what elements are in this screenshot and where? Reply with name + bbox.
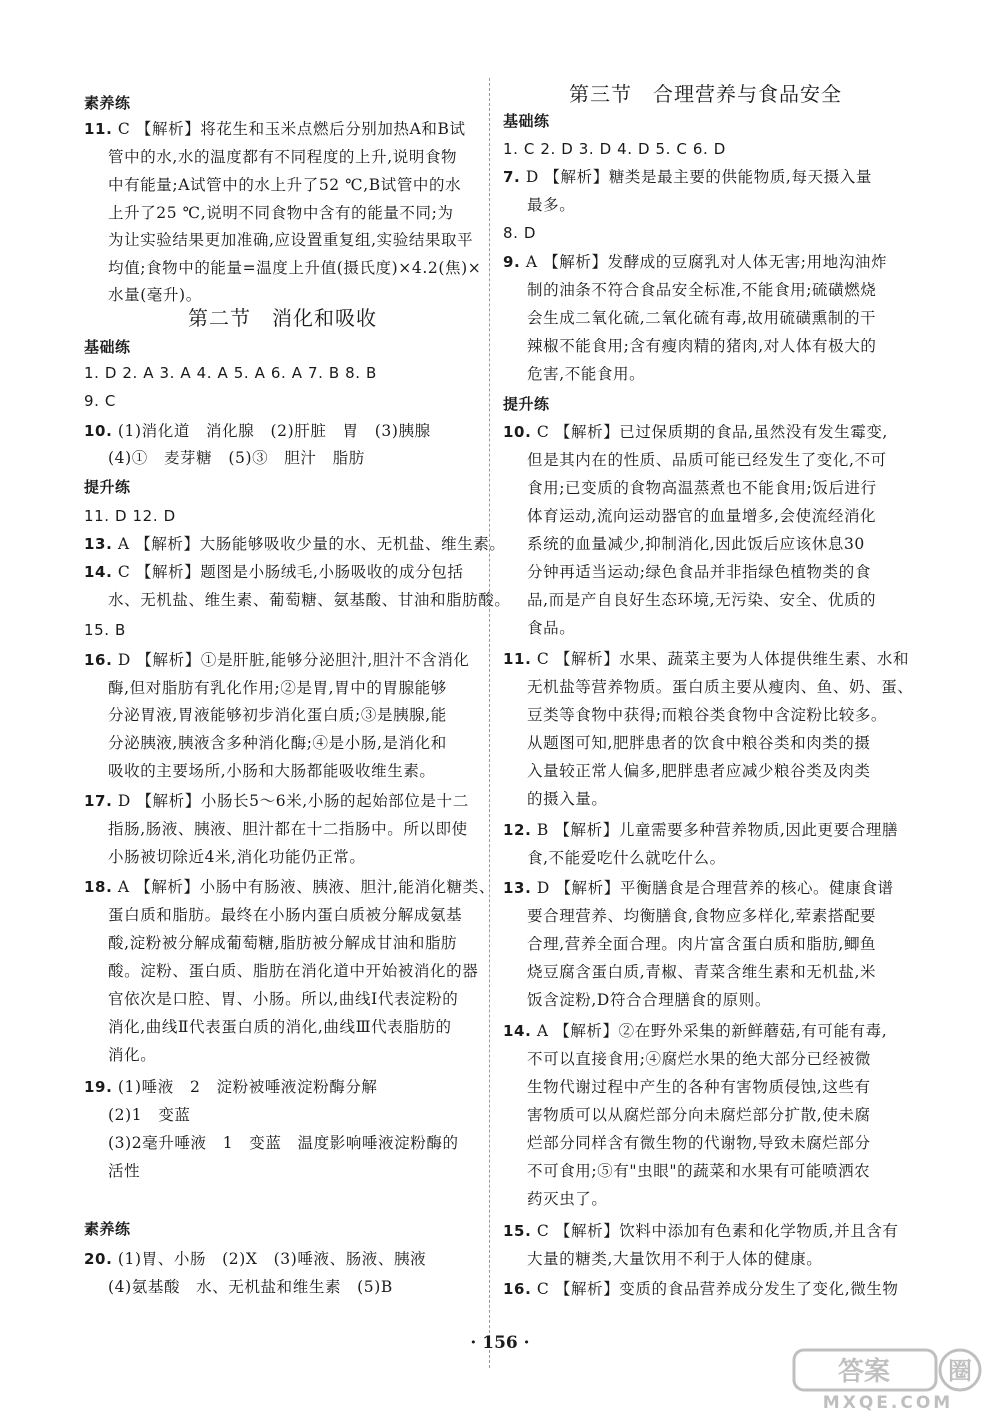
q-text: 分钟再适当运动;绿色食品并非指绿色植物类的食: [527, 563, 871, 581]
q-text: 活性: [108, 1162, 141, 1180]
q-text: 饭含淀粉,D符合合理膳食的原则。: [527, 991, 771, 1009]
q-text: (1)胃、小肠 (2)X (3)唾液、肠液、胰液: [117, 1250, 427, 1268]
q-text: 从题图可知,肥胖患者的饮食中粮谷类和肉类的摄: [527, 734, 871, 752]
q-text: 管中的水,水的温度都有不同程度的上升,说明食物: [108, 148, 458, 166]
q-number: 12.: [503, 821, 532, 839]
q-text: (1)唾液 2 淀粉被唾液淀粉酶分解: [117, 1078, 378, 1096]
section-head-basic: 基础练: [84, 338, 131, 356]
answer-line: 8. D: [503, 224, 537, 242]
q-text: 系统的血量减少,抑制消化,因此饭后应该休息30: [527, 535, 865, 553]
q-text: 要合理营养、均衡膳食,食物应多样化,荤素搭配要: [527, 907, 877, 925]
watermark-logo: [792, 1346, 990, 1412]
q-text: 均值;食物中的能量=温度上升值(摄氏度)×4.2(焦)×: [108, 259, 482, 277]
answer-line: 1. C 2. D 3. D 4. D 5. C 6. D: [503, 140, 726, 158]
q-text: C 【解析】题图是小肠绒毛,小肠吸收的成分包括: [117, 563, 464, 581]
q-text: 最多。: [527, 196, 576, 214]
q-text: C 【解析】变质的食品营养成分发生了变化,微生物: [536, 1280, 899, 1298]
q-text: C 【解析】将花生和玉米点燃后分别加热A和B试: [117, 120, 466, 138]
q-number: 11.: [503, 650, 532, 668]
q-number: 14.: [84, 563, 113, 581]
q-text: (1)消化道 消化腺 (2)肝脏 胃 (3)胰腺: [117, 422, 431, 440]
q-number: 13.: [84, 535, 113, 553]
svg-text:MXQE.COM: MXQE.COM: [822, 1393, 954, 1412]
q-text: 食品。: [527, 619, 576, 637]
q-number: 19.: [84, 1078, 113, 1096]
q-text: 消化。: [108, 1046, 157, 1064]
q-text: A 【解析】小肠中有肠液、胰液、胆汁,能消化糖类、: [117, 878, 495, 896]
q-number: 11.: [84, 120, 113, 138]
q-text: 为让实验结果更加准确,应设置重复组,实验结果取平: [108, 231, 474, 249]
q-text: 危害,不能食用。: [527, 365, 646, 383]
section-head-improve: 提升练: [84, 478, 131, 496]
svg-text:答案: 答案: [837, 1357, 891, 1387]
answer-line: 1. D 2. A 3. A 4. A 5. A 6. A 7. B 8. B: [84, 364, 377, 382]
q-number: 17.: [84, 792, 113, 810]
q-text: D 【解析】①是肝脏,能够分泌胆汁,胆汁不含消化: [117, 651, 470, 669]
q-text: 蛋白质和脂肪。最终在小肠内蛋白质被分解成氨基: [108, 906, 463, 924]
q-text: 但是其内在的性质、品质可能已经发生了变化,不可: [527, 451, 887, 469]
q-number: 10.: [84, 422, 113, 440]
q-text: (3)2毫升唾液 1 变蓝 温度影响唾液淀粉酶的: [108, 1134, 459, 1152]
q-text: D 【解析】糖类是最主要的供能物质,每天摄入量: [525, 168, 872, 186]
q-text: 辣椒不能食用;含有瘦肉精的猪肉,对人体有极大的: [527, 337, 877, 355]
q-text: 大量的糖类,大量饮用不利于人体的健康。: [527, 1250, 823, 1268]
q-text: 酶,但对脂肪有乳化作用;②是胃,胃中的胃腺能够: [108, 679, 447, 697]
q-number: 15.: [503, 1222, 532, 1240]
q-number: 16.: [503, 1280, 532, 1298]
q-text: C 【解析】已过保质期的食品,虽然没有发生霉变,: [536, 423, 888, 441]
q-text: 消化,曲线Ⅱ代表蛋白质的消化,曲线Ⅲ代表脂肪的: [108, 1018, 452, 1036]
q-text: 的摄入量。: [527, 790, 608, 808]
q-text: 食,不能爱吃什么就吃什么。: [527, 849, 726, 867]
answer-line: 9. C: [84, 392, 116, 410]
q-text: (4)氨基酸 水、无机盐和维生素 (5)B: [108, 1278, 393, 1296]
section-head-practice: 素养练: [84, 94, 131, 112]
q-text: 分泌胃液,胃液能够初步消化蛋白质;③是胰腺,能: [108, 706, 447, 724]
q-text: (2)1 变蓝: [108, 1106, 191, 1124]
q-number: 14.: [503, 1022, 532, 1040]
q-text: 合理,营养全面合理。肉片富含蛋白质和脂肪,鲫鱼: [527, 935, 877, 953]
q-number: 10.: [503, 423, 532, 441]
page-number: · 156 ·: [470, 1333, 530, 1353]
q-text: 中有能量;A试管中的水上升了52 ℃,B试管中的水: [108, 176, 462, 194]
q-text: D 【解析】小肠长5～6米,小肠的起始部位是十二: [117, 792, 469, 810]
section-title: 第二节 消化和吸收: [188, 306, 377, 330]
q-text: 药灭虫了。: [527, 1190, 608, 1208]
q-number: 20.: [84, 1250, 113, 1268]
q-number: 18.: [84, 878, 113, 896]
q-text: 烂部分同样含有微生物的代谢物,导致未腐烂部分: [527, 1134, 871, 1152]
section-head-practice: 素养练: [84, 1220, 131, 1238]
svg-text:圈: 圈: [948, 1357, 972, 1385]
q-number: 7.: [503, 168, 521, 186]
q-text: A 【解析】发酵成的豆腐乳对人体无害;用地沟油炸: [525, 253, 888, 271]
q-text: 烧豆腐含蛋白质,青椒、青菜含维生素和无机盐,米: [527, 963, 877, 981]
q-text: 分泌胰液,胰液含多种消化酶;④是小肠,是消化和: [108, 734, 447, 752]
q-text: 食用;已变质的食物高温蒸煮也不能食用;饭后进行: [527, 479, 877, 497]
section-title: 第三节 合理营养与食品安全: [569, 82, 842, 106]
q-text: 不可食用;⑤有"虫眼"的蔬菜和水果有可能喷洒农: [527, 1162, 871, 1180]
q-text: 上升了25 ℃,说明不同食物中含有的能量不同;为: [108, 204, 454, 222]
q-text: 品,而是产自良好生态环境,无污染、安全、优质的: [527, 591, 877, 609]
section-head-basic: 基础练: [503, 112, 550, 130]
q-text: B 【解析】儿童需要多种营养物质,因此更要合理膳: [536, 821, 899, 839]
q-text: 指肠,肠液、胰液、胆汁都在十二指肠中。所以即使: [108, 820, 468, 838]
q-text: A 【解析】大肠能够吸收少量的水、无机盐、维生素。: [117, 535, 506, 553]
q-number: 9.: [503, 253, 521, 271]
q-text: 不可以直接食用;④腐烂水果的绝大部分已经被微: [527, 1050, 871, 1068]
q-text: D 【解析】平衡膳食是合理营养的核心。健康食谱: [536, 879, 894, 897]
q-text: 豆类等食物中获得;而粮谷类食物中含淀粉比较多。: [527, 706, 888, 724]
answer-line: 15. B: [84, 621, 126, 639]
q-text: 水量(毫升)。: [108, 286, 202, 304]
q-text: 官依次是口腔、胃、小肠。所以,曲线Ⅰ代表淀粉的: [108, 990, 459, 1008]
q-number: 16.: [84, 651, 113, 669]
q-text: 体育运动,流向运动器官的血量增多,会使流经消化: [527, 507, 877, 525]
q-text: 小肠被切除近4米,消化功能仍正常。: [108, 848, 366, 866]
q-text: 酸,淀粉被分解成葡萄糖,脂肪被分解成甘油和脂肪: [108, 934, 458, 952]
q-number: 13.: [503, 879, 532, 897]
section-head-improve: 提升练: [503, 395, 550, 413]
q-text: C 【解析】饮料中添加有色素和化学物质,并且含有: [536, 1222, 899, 1240]
q-text: C 【解析】水果、蔬菜主要为人体提供维生素、水和: [536, 650, 910, 668]
q-text: 制的油条不符合食品安全标准,不能食用;硫磺燃烧: [527, 281, 877, 299]
q-text: (4)① 麦芽糖 (5)③ 胆汁 脂肪: [108, 449, 365, 467]
q-text: 水、无机盐、维生素、葡萄糖、氨基酸、甘油和脂肪酸。: [108, 591, 511, 609]
q-text: 会生成二氧化硫,二氧化硫有毒,故用硫磺熏制的干: [527, 309, 877, 327]
answer-line: 11. D 12. D: [84, 507, 176, 525]
q-text: A 【解析】②在野外采集的新鲜蘑菇,有可能有毒,: [536, 1022, 888, 1040]
q-text: 生物代谢过程中产生的各种有害物质侵蚀,这些有: [527, 1078, 871, 1096]
q-text: 害物质可以从腐烂部分向未腐烂部分扩散,使未腐: [527, 1106, 871, 1124]
column-divider: [489, 78, 490, 1368]
q-text: 酸。淀粉、蛋白质、脂肪在消化道中开始被消化的器: [108, 962, 479, 980]
q-text: 无机盐等营养物质。蛋白质主要从瘦肉、鱼、奶、蛋、: [527, 678, 914, 696]
q-text: 吸收的主要场所,小肠和大肠都能吸收维生素。: [108, 762, 436, 780]
q-text: 入量较正常人偏多,肥胖患者应减少粮谷类及肉类: [527, 762, 871, 780]
